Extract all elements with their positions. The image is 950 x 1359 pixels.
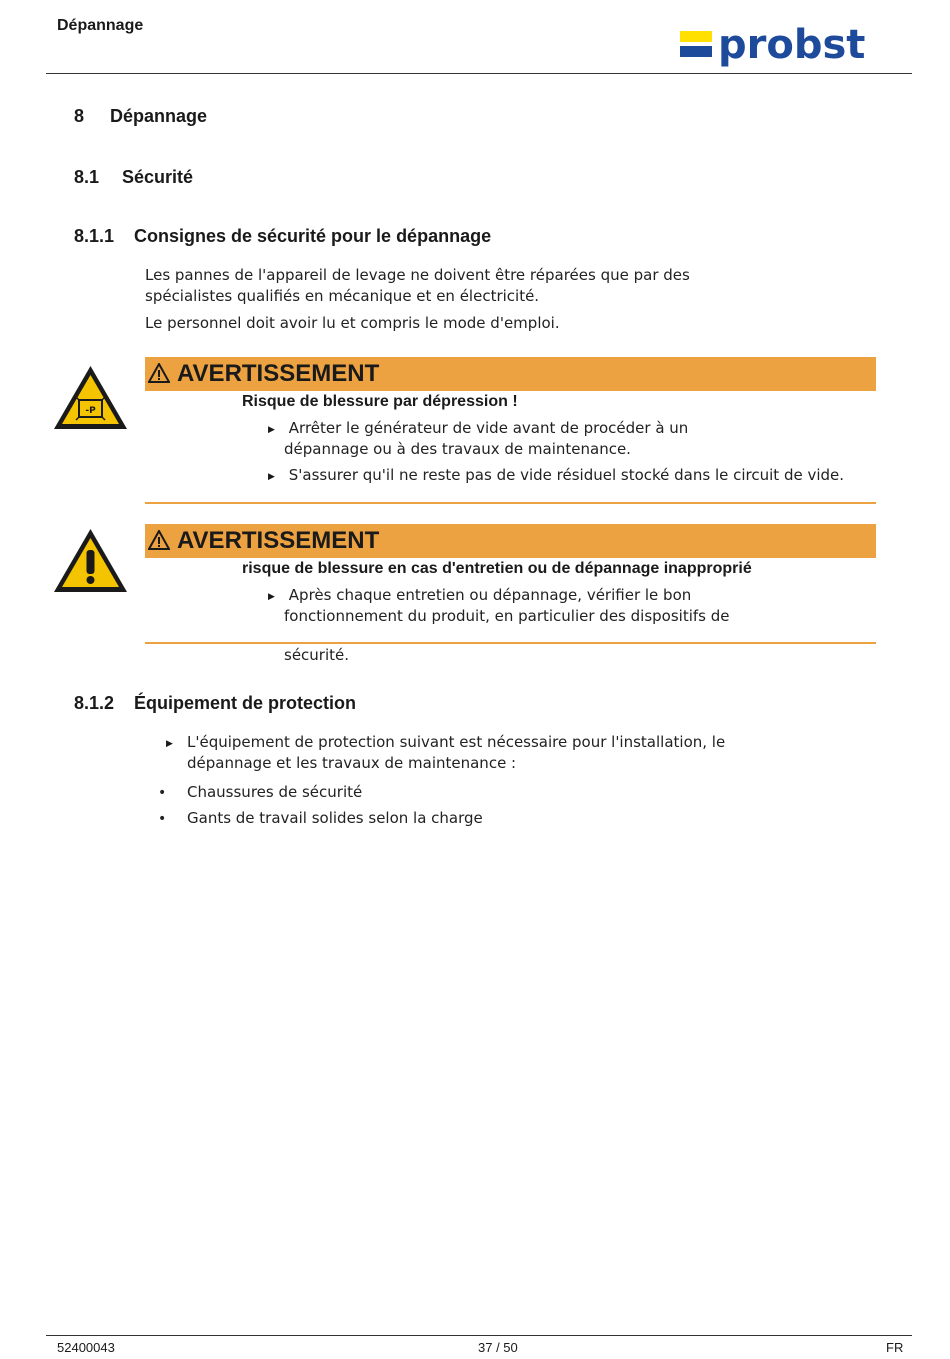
heading-section-8-1-2: 8.1.2 Équipement de protection (74, 693, 357, 713)
header-rule (46, 73, 912, 74)
protection-intro: L'équipement de protection suivant est nécessaire pour l'installation, le dépannage et les travaux de maintenance : (187, 733, 726, 772)
arrow-bullet-icon: ▶ (268, 424, 275, 434)
arrow-bullet-icon: ▶ (166, 738, 173, 748)
warning-1-item-1: Arrêter le générateur de vide avant de procéder à un dépannage ou à des travaux de maintenance. (284, 419, 689, 458)
warning-banner-1 (145, 357, 876, 391)
logo-text: probst (718, 24, 866, 68)
heading-section-8: 8 Dépannage (74, 106, 208, 126)
warning-1-subtitle: Risque de blessure par dépression ! (242, 393, 518, 410)
warning-1-end-rule (145, 502, 876, 504)
warning-banner-2 (145, 524, 876, 558)
warning-label: AVERTISSEMENT (177, 360, 380, 387)
warning-2-item-1: Après chaque entretien ou dépannage, vérifier le bon fonctionnement du produit, en particulier des dispositifs de (284, 586, 730, 625)
list-item: • Chaussures de sécurité (158, 783, 363, 801)
heading-section-8-1-1: 8.1.1 Consignes de sécurité pour le dépannage (74, 226, 492, 246)
warning-2-subtitle: risque de blessure en cas d'entretien ou de dépannage inapproprié (242, 560, 752, 577)
warning-1-item-2: S'assurer qu'il ne reste pas de vide résiduel stocké dans le circuit de vide. (288, 466, 845, 484)
warning-triangle-icon (148, 363, 170, 383)
page-number: 37 / 50 (478, 1340, 518, 1355)
heading-section-8-1: 8.1 Sécurité (74, 167, 194, 187)
arrow-bullet-icon: ▶ (268, 591, 275, 601)
probst-logo (680, 24, 906, 70)
intro-paragraph: Les pannes de l'appareil de levage ne doivent être réparées que par des spécialistes qualifiés en mécanique et en électricité. Le personnel doit avoir lu et compris le mode d'emploi. (145, 266, 690, 332)
warning-2-end-rule (145, 642, 876, 644)
vacuum-warning-icon (52, 364, 129, 431)
doc-number: 52400043 (57, 1340, 115, 1355)
warning-triangle-icon (148, 530, 170, 550)
warning-label: AVERTISSEMENT (177, 527, 380, 554)
language-code: FR (886, 1340, 904, 1355)
arrow-bullet-icon: ▶ (268, 471, 275, 481)
general-warning-icon (52, 527, 129, 594)
running-header-title: Dépannage (57, 17, 144, 34)
warning-2-item-1-continued: sécurité. (284, 646, 350, 664)
svg-text:-P: -P (85, 406, 96, 416)
list-item: • Gants de travail solides selon la charge (158, 809, 483, 827)
footer-rule (46, 1335, 912, 1336)
